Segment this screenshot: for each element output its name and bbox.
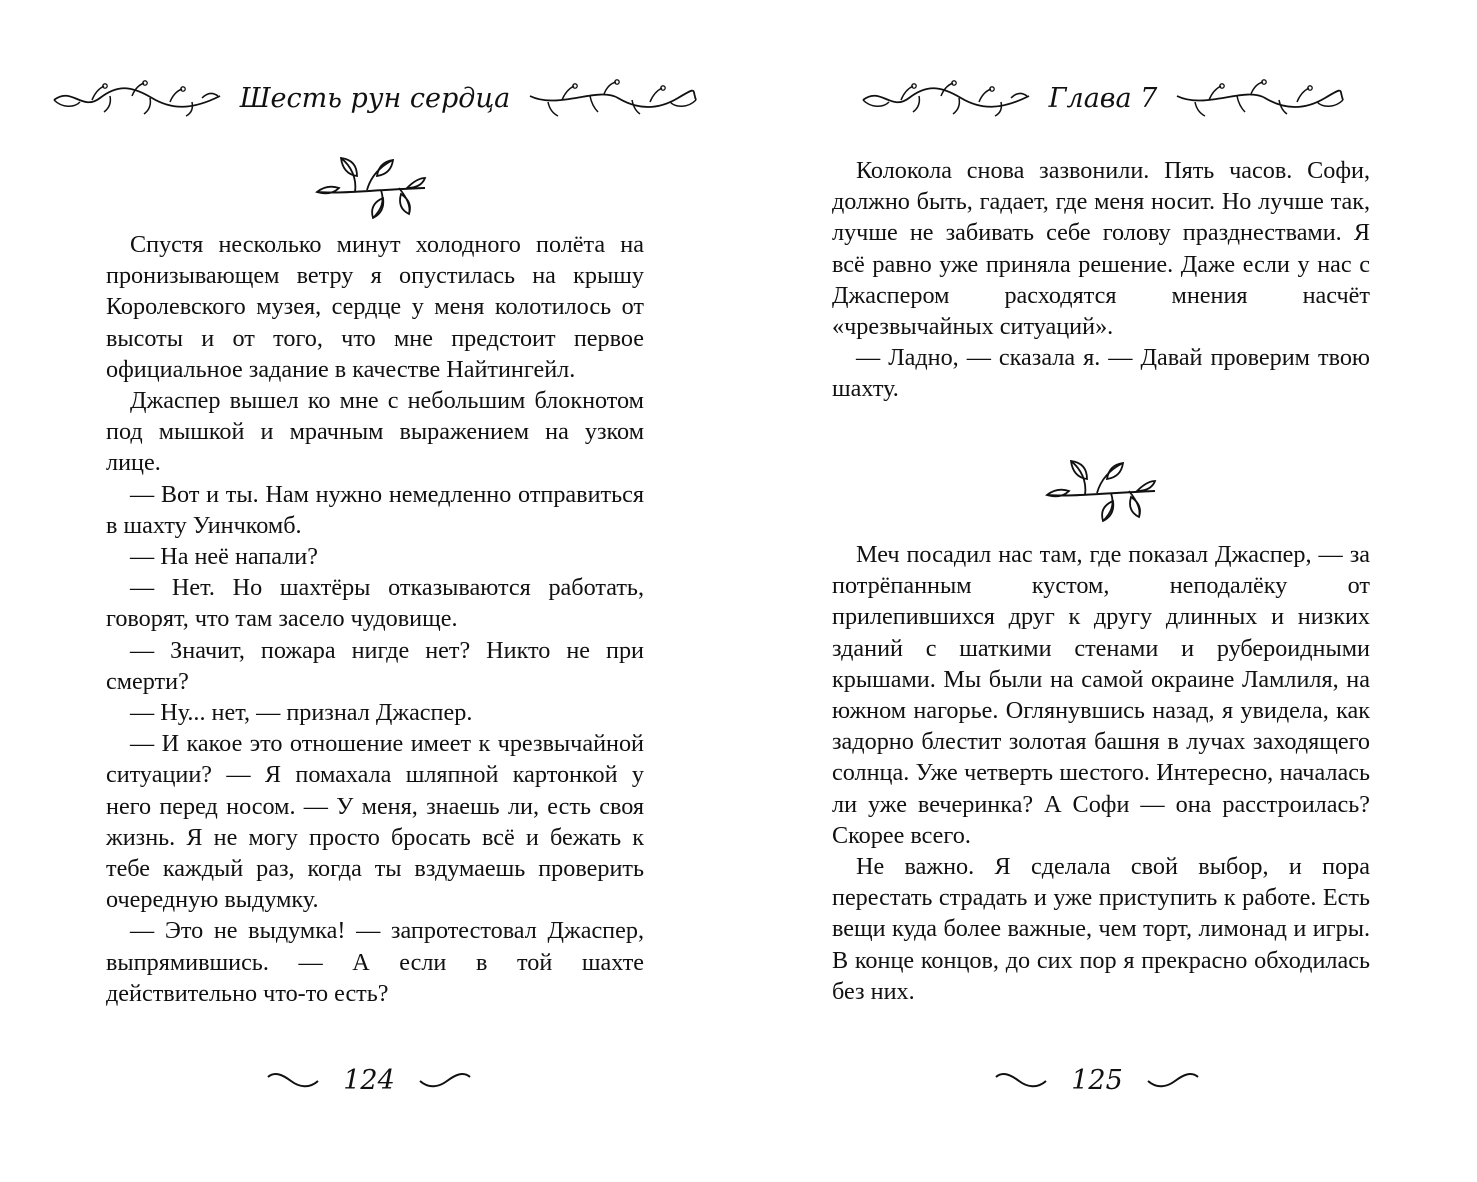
paragraph: Не важно. Я сделала свой выбор, и пора перестать страдать и уже приступить к работе. Есть вещи куда более важные, чем торт, лимонад и игры. В конце концов, до сих пор я прекрасно обходилась без них. — [832, 853, 1370, 1005]
right-page — [738, 0, 1477, 1182]
paragraph: Спустя несколько минут холодного полёта на пронизывающем ветру я опустилась на крышу Королевского музея, сердце у меня колотилось от высоты и от того, что мне предстоит первое официальное задание в качестве Найтингейл. — [106, 231, 644, 383]
vine-ornament-icon — [52, 78, 222, 118]
paragraph: Меч посадил нас там, где показал Джаспер, — за потрёпанным кустом, неподалёку от прилепившихся друг к другу длинных и низких зданий с шаткими стенами и рубероидными крышами. Мы были на самой окраине Ламлиля, на южном нагорье. Оглянувшись назад, я увидела, как задорно блестит золотая башня в лучах заходящего солнца. Уже четверть шестого. Интересно, началась ли уже вечеринка? А Софи — она расстроилась? Скорее всего. — [832, 541, 1370, 849]
paragraph: — И какое это отношение имеет к чрезвычайной ситуации? — Я помахала шляпной картонкой у него перед носом. — У меня, знаешь ли, есть своя жизнь. Я не могу просто бросать всё и бежать к тебе каждый раз, когда ты вздумаешь проверить очередную выдумку. — [106, 730, 644, 914]
chapter-title: Глава 7 — [1048, 82, 1158, 114]
page-number: 124 — [343, 1064, 395, 1096]
swash-ornament-icon — [1145, 1069, 1201, 1091]
left-page — [0, 0, 738, 1182]
book-title: Шесть рун сердца — [239, 82, 511, 114]
right-page-body-section-2 — [832, 539, 1370, 1007]
paragraph: Колокола снова зазвонили. Пять часов. Софи, должно быть, гадает, где меня носит. Но лучше так, лучше не забивать себе голову празднествами. Я всё равно уже приняла решение. Даже если у нас с Джаспером расходятся мнения насчёт «чрезвычайных ситуаций». — [832, 157, 1370, 341]
page-number: 125 — [1071, 1064, 1123, 1096]
swash-ornament-icon — [993, 1069, 1049, 1091]
right-page-body-section-1 — [832, 155, 1370, 405]
paragraph: — Нет. Но шахтёры отказываются работать, говорят, что там засело чудовище. — [106, 574, 644, 633]
vine-ornament-icon — [528, 78, 698, 118]
paragraph: — На неё напали? — [130, 543, 318, 571]
left-page-body — [106, 229, 644, 1009]
vine-ornament-icon — [861, 78, 1031, 118]
paragraph: — Ну... нет, — признал Джаспер. — [130, 699, 473, 727]
paragraph: — Значит, пожара нигде нет? Никто не при смерти? — [106, 636, 644, 695]
leaf-sprig-ornament-icon — [1041, 455, 1161, 527]
paragraph: — Это не выдумка! — запротестовал Джаспер, выпрямившись. — А если в той шахте действительно что-то есть? — [106, 917, 644, 1007]
vine-ornament-icon — [1175, 78, 1345, 118]
page-footer-left — [219, 1060, 519, 1100]
paragraph: — Вот и ты. Нам нужно немедленно отправиться в шахту Уинчкомб. — [106, 480, 644, 539]
page-footer-right — [947, 1060, 1247, 1100]
paragraph: — Ладно, — сказала я. — Давай проверим твою шахту. — [832, 344, 1370, 403]
paragraph: Джаспер вышел ко мне с небольшим блокнотом под мышкой и мрачным выражением на узком лице. — [106, 387, 644, 477]
leaf-sprig-ornament-icon — [311, 152, 431, 224]
running-head-left — [80, 70, 670, 126]
swash-ornament-icon — [417, 1069, 473, 1091]
swash-ornament-icon — [265, 1069, 321, 1091]
running-head-right — [858, 70, 1348, 126]
